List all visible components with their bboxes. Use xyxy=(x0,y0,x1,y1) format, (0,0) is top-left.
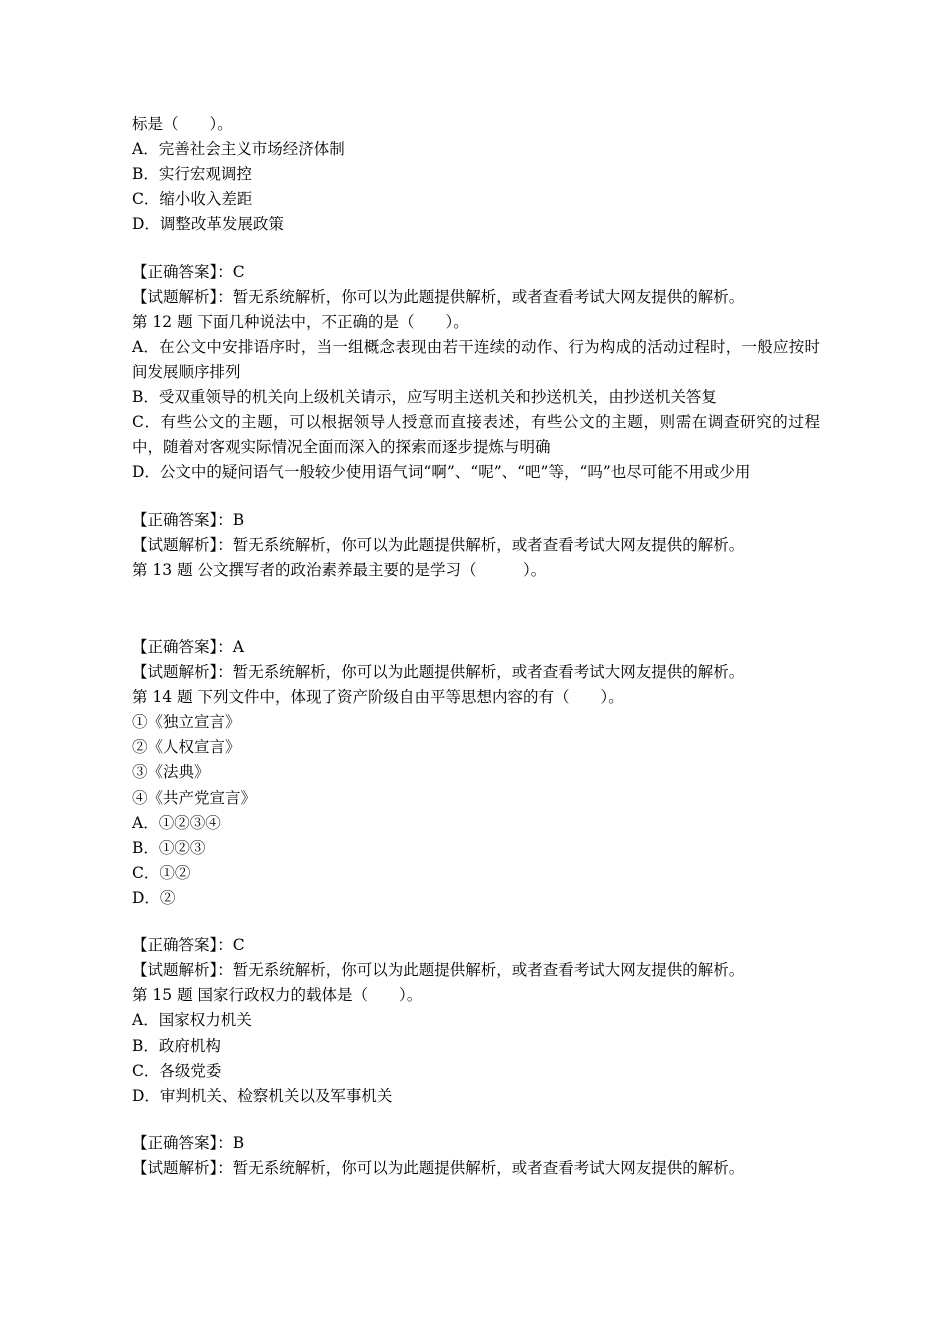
text-line-q14_a: A．①②③④ xyxy=(132,813,221,832)
text-line-q11_b: B．实行宏观调控 xyxy=(132,165,252,184)
text-line-q13_stem: 第 13 题 公文撰写者的政治素养最主要的是学习（ ）。 xyxy=(132,560,547,579)
text-line-q12_stem: 第 12 题 下面几种说法中，不正确的是（ ）。 xyxy=(132,312,469,331)
text-line-q15_b: B．政府机构 xyxy=(132,1036,221,1055)
text-line-q13_analysis: 【试题解析】：暂无系统解析，你可以为此题提供解析，或者查看考试大网友提供的解析。 xyxy=(132,662,745,681)
text-line-q12_b: B．受双重领导的机关向上级机关请示，应写明主送机关和抄送机关，由抄送机关答复 xyxy=(132,388,717,407)
text-line-q14_i4: ④《共产党宣言》 xyxy=(132,788,257,807)
paragraph-spacer xyxy=(132,911,820,933)
text-line-q12_answer: 【正确答案】：B xyxy=(132,510,245,529)
text-line-q11_c: C．缩小收入差距 xyxy=(132,190,253,209)
text-line-q12_d: D．公文中的疑问语气一般较少使用语气词“啊”、“呢”、“吧”等，“吗”也尽可能不用或少用 xyxy=(132,463,751,482)
text-line-q14_i3: ③《法典》 xyxy=(132,763,210,782)
text-line-q15_answer: 【正确答案】：B xyxy=(132,1133,245,1152)
text-line-q15_c: C．各级党委 xyxy=(132,1061,222,1080)
text-line-q15_analysis: 【试题解析】：暂无系统解析，你可以为此题提供解析，或者查看考试大网友提供的解析。 xyxy=(132,1158,745,1177)
paragraph-spacer xyxy=(132,583,820,635)
text-line-q12_analysis: 【试题解析】：暂无系统解析，你可以为此题提供解析，或者查看考试大网友提供的解析。 xyxy=(132,535,745,554)
text-line-q14_i2: ②《人权宣言》 xyxy=(132,738,241,757)
text-line-q14_i1: ①《独立宣言》 xyxy=(132,713,241,732)
text-line-q11_analysis: 【试题解析】：暂无系统解析，你可以为此题提供解析，或者查看考试大网友提供的解析。 xyxy=(132,287,745,306)
paragraph-spacer xyxy=(132,486,820,508)
text-line-q11_stem_cont: 标是（ ）。 xyxy=(132,115,233,133)
text-line-q14_c: C．①② xyxy=(132,863,191,882)
paragraph-spacer xyxy=(132,238,820,260)
paragraph-spacer xyxy=(132,1109,820,1131)
text-line-q11_a: A．完善社会主义市场经济体制 xyxy=(132,140,345,159)
text-line-q15_d: D．审判机关、检察机关以及军事机关 xyxy=(132,1086,393,1105)
document-body xyxy=(132,112,820,1181)
text-line-q14_answer: 【正确答案】：C xyxy=(132,936,245,955)
text-line-q15_a: A．国家权力机关 xyxy=(132,1011,252,1030)
text-line-q11_answer: 【正确答案】：C xyxy=(132,262,245,281)
text-line-q15_stem: 第 15 题 国家行政权力的载体是（ ）。 xyxy=(132,986,423,1005)
text-line-q14_d: D．② xyxy=(132,888,176,907)
text-line-q12_a: A．在公文中安排语序时，当一组概念表现由若干连续的动作、行为构成的活动过程时，一般应按时间发展顺序排列 xyxy=(132,337,820,381)
text-line-q12_c: C．有些公文的主题，可以根据领导人授意而直接表述，有些公文的主题，则需在调查研究的过程中，随着对客观实际情况全面而深入的探索而逐步提炼与明确 xyxy=(132,413,820,457)
text-line-q14_b: B．①②③ xyxy=(132,838,206,857)
text-line-q13_answer: 【正确答案】：A xyxy=(132,637,244,656)
text-line-q11_d: D．调整改革发展政策 xyxy=(132,215,284,234)
text-line-q14_analysis: 【试题解析】：暂无系统解析，你可以为此题提供解析，或者查看考试大网友提供的解析。 xyxy=(132,961,745,980)
text-line-q14_stem: 第 14 题 下列文件中，体现了资产阶级自由平等思想内容的有（ ）。 xyxy=(132,688,624,707)
